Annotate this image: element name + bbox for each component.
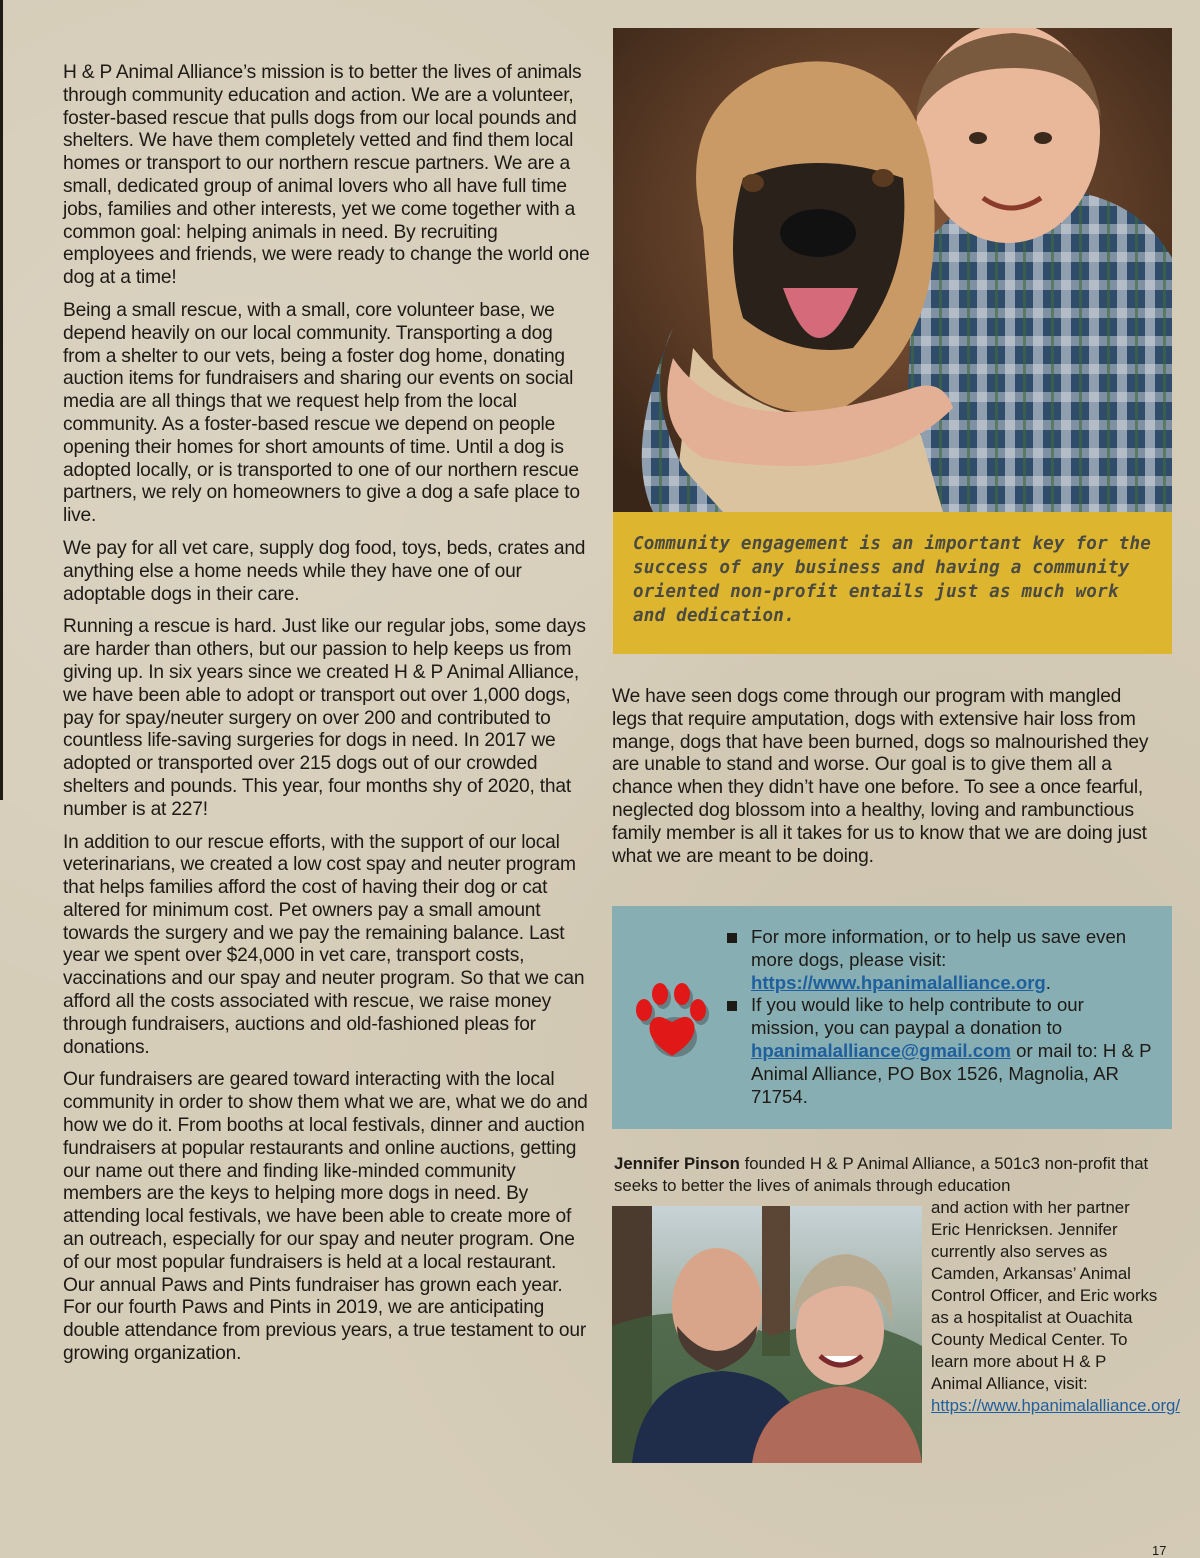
article-paragraph: In addition to our rescue efforts, with the support of our local veterinarians, we created a low cost spay and neuter program that helps families afford the cost of having their dog or cat altered for minimum cost. Pet owners pay a small amount towards the surgery and we pay the remaining balance. Last year we spent over $24,000 in vet care, transport costs, vaccinations and our spay and neuter program. So that we can afford all the costs associated with rescue, we raise money through fundraisers, auctions and old-fashioned pleas for donations.: [63, 831, 585, 1058]
info-callout-box: [612, 906, 1172, 1129]
info-item-donate: [724, 994, 1154, 1108]
author-name: Jennifer Pinson: [614, 1154, 740, 1173]
square-bullet-icon: [727, 933, 737, 943]
info-item-website: [724, 926, 1154, 994]
square-bullet-icon: [727, 1001, 737, 1011]
page-edge-rule: [0, 0, 3, 800]
photo-caption-box: [613, 512, 1172, 654]
bio-text: and action with her partner Eric Henricksen. Jennifer currently also serves as Camden, Arkansas’ Animal Control Officer, and Eric works as a hospitalist at Ouachita County Medical Center. To learn more about H & P Animal Alliance, visit:: [931, 1198, 1158, 1393]
info-text: If you would like to help contribute to our mission, you can paypal a donation to: [751, 994, 1084, 1039]
author-bio-lead: [614, 1153, 1154, 1197]
paw-print-icon: [634, 978, 714, 1069]
bio-text: founded H & P Animal Alliance, a 501c3 non-profit that seeks to better the lives of animals through education: [614, 1154, 1149, 1195]
article-paragraph: Being a small rescue, with a small, core volunteer base, we depend heavily on our local community. Transporting a dog from a shelter to our vets, being a foster dog home, donating auction items for fundraisers and sharing our events on social media are all things that we request help from the local community. As a foster-based rescue we depend on people opening their homes for short amounts of time. Until a dog is adopted locally, or is transported to one of our northern rescue partners, we rely on homeowners to give a dog a safe place to live.: [63, 299, 580, 527]
info-list: [724, 926, 1154, 1108]
info-text: For more information, or to help us save even more dogs, please visit:: [751, 926, 1127, 970]
article-paragraph: Our fundraisers are geared toward interacting with the local community in order to show them what we are, what we do and how we do it. From booths at local festivals, dinner and auction fundraisers at popular restaurants and online auctions, getting our name out there and finding like-minded community members are the keys to helping more dogs in need. By attending local festivals, we have been able to create more of an outreach, especially for our spay and neuter program. One of our most popular fundraisers is held at a local restaurant. Our annual Paws and Pints fundraiser has grown each year. For our fourth Paws and Pints in 2019, we are anticipating double attendance from previous years, a true testament to our growing organization.: [63, 1069, 588, 1365]
website-link[interactable]: https://www.hpanimalalliance.org: [751, 971, 1046, 993]
article-paragraph: H & P Animal Alliance’s mission is to better the lives of animals through community education and action. We are a volunteer, foster-based rescue that pulls dogs from our local pounds and shelters. We have them completely vetted and find them local homes or transport to our northern rescue partners. We are a small, dedicated group of animal lovers who all have full time jobs, families and other interests, yet we come together with a common goal: helping animals in need. By recruiting employees and friends, we were ready to change the world one dog at a time!: [63, 62, 590, 289]
article-left-column: [63, 62, 591, 1376]
bio-website-link[interactable]: https://www.hpanimalalliance.org/: [931, 1396, 1181, 1415]
article-paragraph: Running a rescue is hard. Just like our regular jobs, some days are harder than others, but our passion to help keeps us from giving up. In six years since we created H & P Animal Alliance, we have been able to adopt or transport out over 1,000 dogs, pay for spay/neuter surgery on over 200 and contributed to countless life-saving surgeries for dogs in need. In 2017 we adopted or transported over 215 dogs out of our crowded shelters and pounds. This year, four months shy of 2020, that number is at 227!: [63, 616, 586, 820]
email-link[interactable]: hpanimalalliance@gmail.com: [751, 1039, 1011, 1061]
info-text: or mail to: H & P Animal Alliance, PO Box 1526, Magnolia, AR 71754.: [751, 1039, 1152, 1107]
author-bio-continued: [931, 1197, 1181, 1417]
page-number: 17: [1152, 1543, 1167, 1558]
author-couple-photo: [612, 1206, 922, 1463]
article-right-column: [612, 686, 1152, 868]
photo-caption: Community engagement is an important key for the success of any business and having a community oriented non-profit entails just as much work and dedication.: [633, 534, 1152, 626]
boy-with-mastiff-photo: [613, 28, 1172, 512]
info-text: .: [1045, 971, 1051, 993]
article-paragraph: We have seen dogs come through our program with mangled legs that require amputation, dogs with extensive hair loss from mange, dogs that have been burned, dogs so malnourished they are unable to stand and worse. Our goal is to give them all a chance when they didn’t have one before. To see a once fearful, neglected dog blossom into a healthy, loving and rambunctious family member is all it takes for us to know that we are doing just what we are meant to be doing.: [612, 686, 1149, 867]
article-paragraph: We pay for all vet care, supply dog food, toys, beds, crates and anything else a home needs while they have one of our adoptable dogs in their care.: [63, 537, 586, 605]
